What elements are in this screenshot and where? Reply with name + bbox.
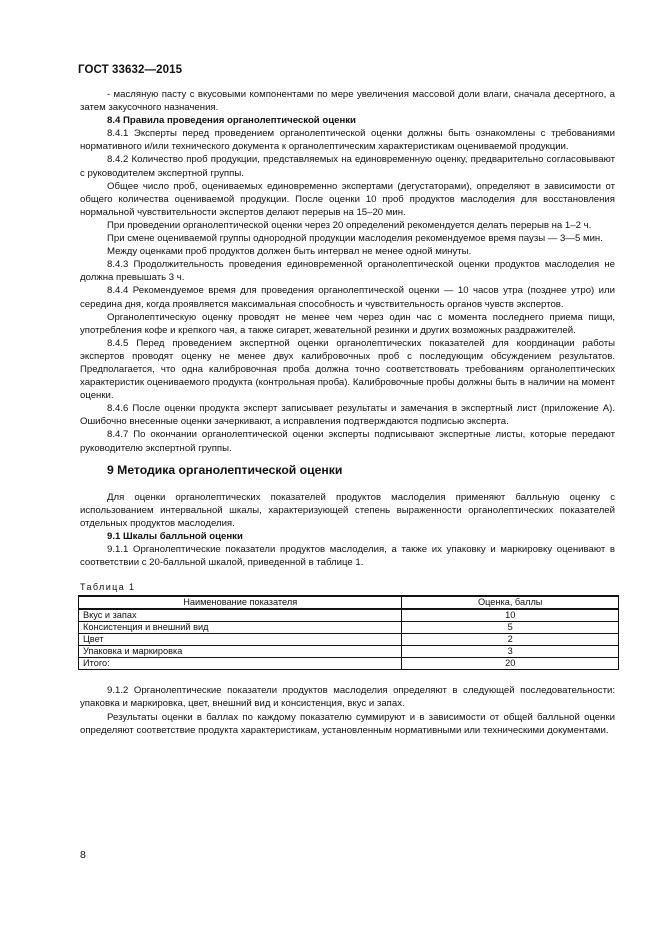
table-cell-indicator: Цвет [79, 634, 402, 646]
section-title: 9 Методика органолептической оценки [107, 462, 343, 477]
table-cell-indicator: Итого: [79, 658, 402, 670]
paragraph-block-section-8-4 [80, 88, 615, 455]
subsection-heading: 8.4 Правила проведения органолептической оценки [107, 115, 356, 127]
table-row [79, 658, 619, 670]
paragraph: 8.4.1 Эксперты перед проведением органолептической оценки должны быть ознакомлены с требованиями нормативного и/или технического документа к органолептическим характеристикам оцениваемой продукции. [80, 128, 615, 153]
page-number: 8 [80, 849, 86, 861]
table-cell-indicator: Вкус и запах [79, 609, 402, 622]
table-row [79, 622, 619, 634]
paragraph: 8.4.3 Продолжительность проведения единовременной органолептической оценки продуктов маслоделия не должна превышать 3 ч. [80, 259, 615, 284]
paragraph: При смене оцениваемой группы однородной продукции маслоделия рекомендуемое время паузы — 3—5 мин. [107, 233, 603, 245]
subsection-heading: 9.1 Шкалы балльной оценки [107, 531, 243, 542]
paragraph: 8.4.4 Рекомендуемое время для проведения органолептической оценки — 10 часов утра (позднее утро) или середина дня, когда проявляется максимальная способность и чувствительность органов чувств экспертов. [80, 285, 615, 310]
table-cell-indicator: Упаковка и маркировка [79, 646, 402, 658]
paragraph: 9.1.1 Органолептические показатели продуктов маслоделия, а также их упаковку и маркировку оценивают в соответствии с 20-балльной шкалой, приведенной в таблице 1. [80, 544, 615, 569]
paragraph: 9.1.2 Органолептические показатели продуктов маслоделия определяют в следующей последовательности: упаковка и маркировка, цвет, внешний вид и консистенция, вкус и запах. [80, 685, 615, 710]
table-header-name: Наименование показателя [79, 596, 402, 609]
paragraph: Общее число проб, оцениваемых единовременно экспертами (дегустаторами), определяют в зависимости от общего количества оцениваемой продукции. После оценки 10 проб продуктов маслоделия для восстановления нормальной чувствительности экспертов делают перерыв на 15–20 мин. [80, 180, 615, 218]
table-cell-score: 3 [402, 646, 619, 658]
paragraph: Между оценками проб продуктов должен быть интервал не менее одной минуты. [107, 246, 472, 258]
document-header: ГОСТ 33632—2015 [78, 64, 183, 76]
table-cell-score: 5 [402, 622, 619, 634]
paragraph: 8.4.2 Количество проб продукции, представляемых на единовременную оценку, предварительно согласовывают с руководителем экспертной группы. [80, 154, 615, 179]
table-cell-score: 2 [402, 634, 619, 646]
table-caption: Таблица 1 [80, 582, 136, 593]
scoring-table [78, 595, 619, 670]
table-row [79, 609, 619, 622]
table-header-score: Оценка, баллы [402, 596, 619, 609]
table-cell-score: 20 [402, 658, 619, 670]
paragraph: Для оценки органолептических показателей продуктов маслоделия применяют балльную оценку с использованием интервальной шкалы, характеризующей степень выраженности органолептических показателей отдельных продуктов маслоделия. [80, 491, 615, 529]
table-header-row [79, 596, 619, 609]
table-cell-indicator: Консистенция и внешний вид [79, 622, 402, 634]
table-row [79, 646, 619, 658]
table-row [79, 634, 619, 646]
paragraph: 8.4.5 Перед проведением экспертной оценки органолептических показателей для координации работы экспертов проводят оценку не менее двух калибровочных проб с последующим обсуждением результатов. Предполагается, что одна калибровочная проба должна точно соответствовать требованиям органолептических характеристик оцениваемого продукта (контрольная проба). Калибровочные пробы должны быть в наличии на момент оценки. [80, 337, 615, 402]
paragraph: Результаты оценки в баллах по каждому показателю суммируют и в зависимости от общей балльной оценки определяют соответствие продукта характеристикам, установленным нормативными или техническими документами. [80, 711, 615, 736]
paragraph: При проведении органолептической оценки через 20 определений рекомендуется делать перерыв на 1–2 ч. [107, 219, 592, 231]
paragraph: - масляную пасту с вкусовыми компонентами по мере увеличения массовой доли влаги, сначала десертного, а затем закусочного назначения. [80, 89, 615, 114]
paragraph-block-section-9-1-2 [80, 684, 615, 736]
paragraph-block-section-9 [80, 491, 615, 570]
paragraph: 8.4.7 По окончании органолептической оценки эксперты подписывают экспертные листы, которые передают руководителю экспертной группы. [80, 429, 615, 454]
paragraph: Органолептическую оценку проводят не менее чем через один час с момента последнего приема пищи, употребления кофе и крепкого чая, а также сигарет, жевательной резинки и других возможных раздражителей. [80, 311, 615, 336]
table-cell-score: 10 [402, 609, 619, 622]
paragraph: 8.4.6 После оценки продукта эксперт записывает результаты и замечания в экспертный лист (приложение А). Ошибочно внесенные оценки зачеркивают, а исправления подтверждаются подписью эксперта. [80, 403, 615, 428]
document-body [80, 88, 615, 737]
